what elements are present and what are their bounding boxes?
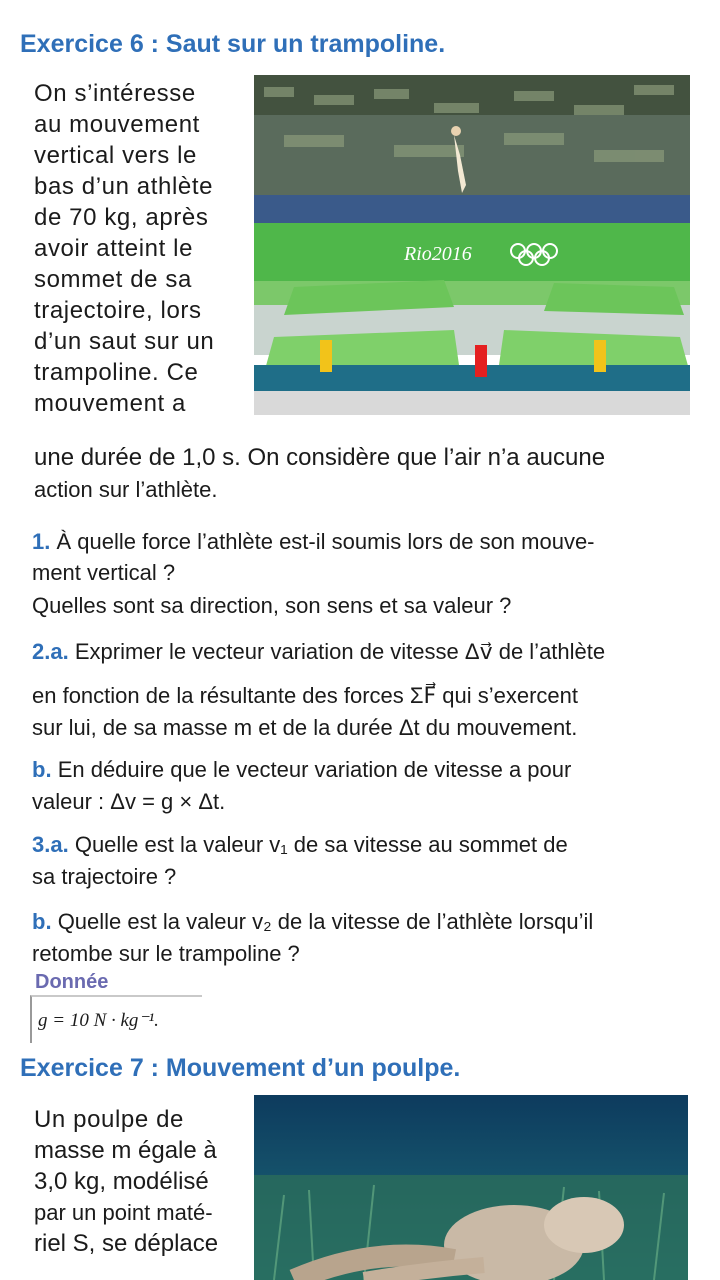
question-text: Quelle est la valeur v₁ de sa vitesse au sommet de [74, 832, 568, 857]
intro-line: trajectoire, lors [34, 297, 202, 324]
intro-line: avoir atteint le [34, 235, 194, 262]
octopus-photo [254, 1095, 688, 1280]
exercise-6-title: Exercice 6 : Saut sur un trampoline. [20, 30, 446, 58]
question-3a-cont: sa trajectoire ? [32, 864, 177, 889]
intro-line: vertical vers le [34, 142, 197, 169]
intro-line: par un point maté- [34, 1200, 213, 1225]
rio-logo-text: Rio2016 [404, 243, 472, 265]
data-box-value: g = 10 N · kg⁻¹. [38, 1010, 159, 1031]
octopus-photo-illustration [254, 1095, 688, 1280]
intro-line: On s’intéresse [34, 80, 196, 107]
question-2a [32, 636, 692, 667]
data-box-title: Donnée [35, 971, 109, 993]
question-1-cont: Quelles sont sa direction, son sens et sa valeur ? [32, 593, 512, 618]
question-2a-cont: en fonction de la résultante des forces ΣF⃗ qui s’exercent [32, 683, 579, 708]
question-2b [32, 754, 692, 785]
trampoline-photo [254, 75, 690, 415]
intro-line: d’un saut sur un [34, 328, 215, 355]
intro-line: riel S, se déplace [34, 1230, 219, 1257]
question-number: b. [32, 909, 52, 934]
intro-line: au mouvement [34, 111, 200, 138]
question-3b [32, 906, 692, 937]
data-box [30, 971, 202, 1043]
intro-line: sommet de sa [34, 266, 192, 293]
question-text: Quelle est la valeur v₂ de la vitesse de l’athlète lorsqu’il [57, 909, 594, 934]
trampoline-photo-illustration [254, 75, 690, 415]
question-text: En déduire que le vecteur variation de vitesse a pour [57, 757, 572, 782]
intro-line: Un poulpe de [34, 1106, 184, 1133]
intro-line: masse m égale à [34, 1137, 217, 1164]
question-3b-cont: retombe sur le trampoline ? [32, 941, 300, 966]
question-1-cont: ment vertical ? [32, 560, 176, 585]
exercise-7-title: Exercice 7 : Mouvement d’un poulpe. [20, 1054, 461, 1082]
question-text: À quelle force l’athlète est-il soumis lors de son mouve- [56, 529, 595, 554]
intro-line: 3,0 kg, modélisé [34, 1168, 209, 1195]
intro-line: une durée de 1,0 s. On considère que l’air n’a aucune [34, 444, 606, 471]
question-1 [32, 526, 692, 557]
question-number: 2.a. [32, 639, 69, 664]
question-text: Exprimer le vecteur variation de vitesse Δv⃗ de l’athlète [74, 639, 606, 664]
question-3a [32, 829, 692, 860]
question-number: b. [32, 757, 52, 782]
question-number: 1. [32, 529, 51, 554]
question-number: 3.a. [32, 832, 69, 857]
intro-line: de 70 kg, après [34, 204, 209, 231]
question-2a-cont: sur lui, de sa masse m et de la durée Δt du mouvement. [32, 715, 578, 740]
intro-line: mouvement a [34, 390, 187, 417]
question-2b-cont: valeur : Δv = g × Δt. [32, 789, 226, 814]
intro-line: action sur l’athlète. [34, 477, 218, 502]
intro-line: bas d’un athlète [34, 173, 214, 200]
intro-line: trampoline. Ce [34, 359, 199, 386]
